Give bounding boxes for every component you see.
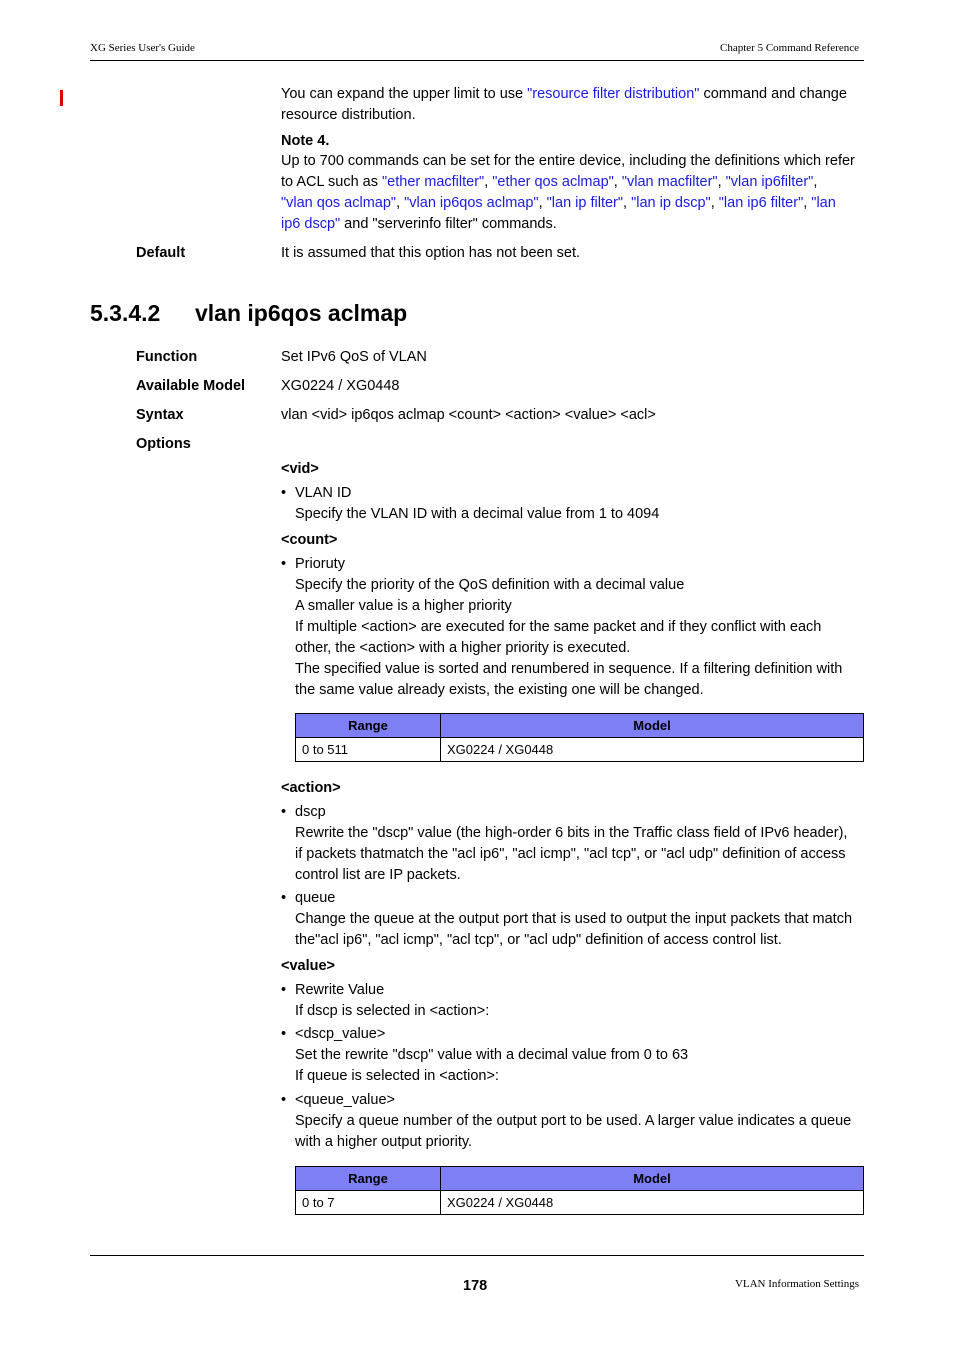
- link-ether-qos-aclmap[interactable]: "ether qos aclmap": [492, 174, 614, 190]
- table-header-model: Model: [441, 714, 864, 738]
- link-lan-ip6-filter[interactable]: "lan ip6 filter": [718, 195, 804, 211]
- table-header-model: Model: [441, 1167, 864, 1191]
- default-label: Default: [136, 245, 186, 261]
- count-bullet: • Prioruty Specify the priority of the QoS definition with a decimal value A smaller value is a higher priority If multiple <action> are executed for the same packet and if they conflict with each other, the <action> with a higher priority is executed. The specified value is sorted and renumbered in sequence. If a filtering definition with the same value already exists, the existing one will be changed.: [281, 556, 843, 698]
- value-rewrite-bullet: • Rewrite Value If dscp is selected in <action>:: [281, 982, 490, 1019]
- resource-filter-link[interactable]: "resource filter distribution": [527, 86, 700, 102]
- link-lan-ip-dscp[interactable]: "lan ip dscp": [631, 195, 711, 211]
- section-heading: [90, 300, 407, 327]
- table-row: 0 to 511 XG0224 / XG0448: [296, 738, 864, 762]
- option-action: <action>: [281, 780, 341, 796]
- model-label: Available Model: [136, 378, 246, 394]
- section-title: vlan ip6qos aclmap: [195, 300, 408, 326]
- vid-bullet: • VLAN ID Specify the VLAN ID with a decimal value from 1 to 4094: [281, 485, 660, 522]
- option-value: <value>: [281, 958, 336, 974]
- table-row: 0 to 7 XG0224 / XG0448: [296, 1191, 864, 1215]
- note-title: Note 4.: [281, 133, 330, 149]
- intro-paragraph: You can expand the upper limit to use "resource filter distribution" command and change resource distribution.: [281, 86, 847, 123]
- link-vlan-ip6qos-aclmap[interactable]: "vlan ip6qos aclmap": [404, 195, 539, 211]
- count-range-table: [295, 713, 864, 762]
- action-dscp-bullet: • dscp Rewrite the "dscp" value (the high-order 6 bits in the Traffic class field of IPv6 header), if packets thatmatch the "acl ip6", "acl icmp", "acl tcp", or "acl udp" definition of access control list are IP packets.: [281, 804, 848, 883]
- value-dscp-bullet: • <dscp_value> Set the rewrite "dscp" value with a decimal value from 0 to 63 If queue is selected in <action>:: [281, 1026, 689, 1084]
- table-header-range: Range: [296, 1167, 441, 1191]
- default-value: It is assumed that this option has not been set.: [281, 245, 581, 261]
- link-vlan-qos-aclmap[interactable]: "vlan qos aclmap": [281, 195, 397, 211]
- link-vlan-ip6filter[interactable]: "vlan ip6filter": [725, 174, 814, 190]
- value-range-table: [295, 1166, 864, 1215]
- function-label: Function: [136, 349, 198, 365]
- table-header-range: Range: [296, 714, 441, 738]
- model-value: XG0224 / XG0448: [281, 378, 400, 394]
- syntax-value: vlan <vid> ip6qos aclmap <count> <action> <value> <acl>: [281, 407, 656, 423]
- footer-rule: [90, 1255, 864, 1256]
- link-lan-ip6-dscp-b[interactable]: ip6 dscp": [281, 216, 341, 232]
- header-rule: [90, 60, 864, 61]
- action-queue-bullet: • queue Change the queue at the output port that is used to output the input packets that match the"acl ip6", "acl icmp", "acl tcp", or "acl udp" definition of access control list.: [281, 890, 853, 948]
- option-vid: <vid>: [281, 461, 319, 477]
- link-lan-ip-filter[interactable]: "lan ip filter": [546, 195, 624, 211]
- option-count: <count>: [281, 532, 338, 548]
- function-value: Set IPv6 QoS of VLAN: [281, 349, 427, 365]
- header-left: XG Series User's Guide: [90, 42, 195, 54]
- note-body: Up to 700 commands can be set for the entire device, including the definitions which refer to ACL such as "ether macfilter", "ether qos aclmap", "vlan macfilter", "vlan ip6filter", "vlan qos aclmap", "vlan ip6qos aclmap", "lan ip filter", "lan ip dscp", "lan ip6 filter", "lan ip6 dscp" and "serverinfo filter" commands.: [281, 153, 855, 232]
- header-right: Chapter 5 Command Reference: [720, 42, 859, 54]
- options-label: Options: [136, 436, 191, 452]
- change-bar: [60, 90, 63, 106]
- footer-right: VLAN Information Settings: [734, 1278, 859, 1290]
- syntax-label: Syntax: [136, 407, 184, 423]
- link-vlan-macfilter[interactable]: "vlan macfilter": [621, 174, 718, 190]
- page-number: 178: [463, 1278, 488, 1294]
- section-number: 5.3.4.2: [90, 300, 161, 326]
- value-queue-bullet: • <queue_value> Specify a queue number of the output port to be used. A larger value indicates a queue with a higher output priority.: [281, 1092, 852, 1150]
- link-ether-macfilter[interactable]: "ether macfilter": [382, 174, 485, 190]
- link-lan-ip6-dscp-a[interactable]: "lan: [811, 195, 836, 211]
